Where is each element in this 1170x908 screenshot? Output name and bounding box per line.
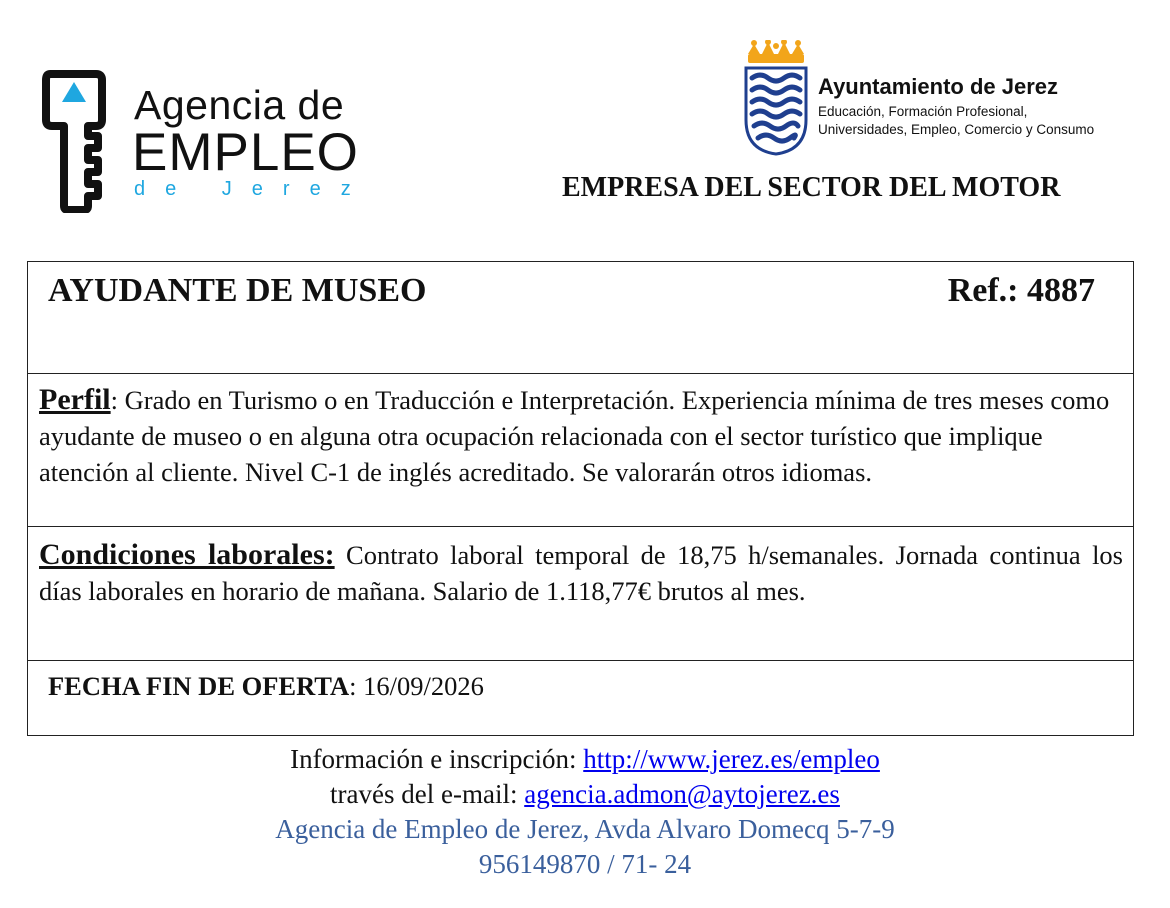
agency-logo-line3: de Jerez	[134, 178, 371, 200]
email-link[interactable]: agencia.admon@aytojerez.es	[524, 779, 840, 809]
job-reference: Ref.: 4887	[947, 272, 1095, 309]
coat-of-arms-icon	[740, 40, 812, 158]
agency-logo-line1: Agencia de	[134, 82, 345, 128]
deadline-label: FECHA FIN DE OFERTA	[48, 671, 350, 701]
ayto-subtitle-line1: Educación, Formación Profesional,	[818, 104, 1028, 119]
conditions-text: Contrato laboral temporal de 18,75 h/semanales. Jornada continua los días laborales en horario de mañana. Salario de 1.118,77€ brutos al mes.	[39, 540, 1123, 606]
job-title: AYUDANTE DE MUSEO	[48, 272, 427, 309]
info-prefix: Información e inscripción:	[290, 744, 584, 774]
phone-line: 956149870 / 71- 24	[478, 849, 692, 879]
agency-logo-line2: EMPLEO	[132, 123, 359, 182]
email-line	[0, 777, 1170, 812]
profile-label: Perfil	[39, 383, 111, 416]
key-icon	[40, 68, 110, 213]
offer-title-row	[28, 262, 1133, 374]
profile-text: Grado en Turismo o en Traducción e Interpretación. Experiencia mínima de tres meses como ayudante de museo o en alguna otra ocupación relacionada con el sector turístico que implique atención al cliente. Nivel C-1 de inglés acreditado. Se valorarán otros idiomas.	[39, 385, 1110, 487]
company-heading: EMPRESA DEL SECTOR DEL MOTOR	[562, 172, 1061, 203]
ayto-title: Ayuntamiento de Jerez	[818, 74, 1059, 99]
deadline-line	[48, 671, 484, 702]
info-line	[0, 742, 1170, 777]
ayto-subtitle-line2: Universidades, Empleo, Comercio y Consumo	[818, 122, 1095, 137]
conditions-label: Condiciones laborales:	[39, 538, 335, 571]
agencia-empleo-logo	[40, 68, 400, 218]
contact-footer	[0, 742, 1170, 882]
conditions-paragraph	[39, 537, 1123, 609]
profile-section	[28, 374, 1133, 527]
ayuntamiento-logo	[740, 40, 1120, 160]
deadline-section	[28, 661, 1133, 735]
profile-separator: :	[110, 385, 118, 415]
deadline-value: : 16/09/2026	[349, 671, 484, 701]
conditions-section	[28, 527, 1133, 661]
email-prefix: través del e-mail:	[330, 779, 525, 809]
info-link[interactable]: http://www.jerez.es/empleo	[583, 744, 880, 774]
profile-paragraph	[39, 382, 1123, 490]
job-offer-box	[27, 261, 1134, 736]
address-line: Agencia de Empleo de Jerez, Avda Alvaro Domecq 5-7-9	[275, 814, 895, 844]
